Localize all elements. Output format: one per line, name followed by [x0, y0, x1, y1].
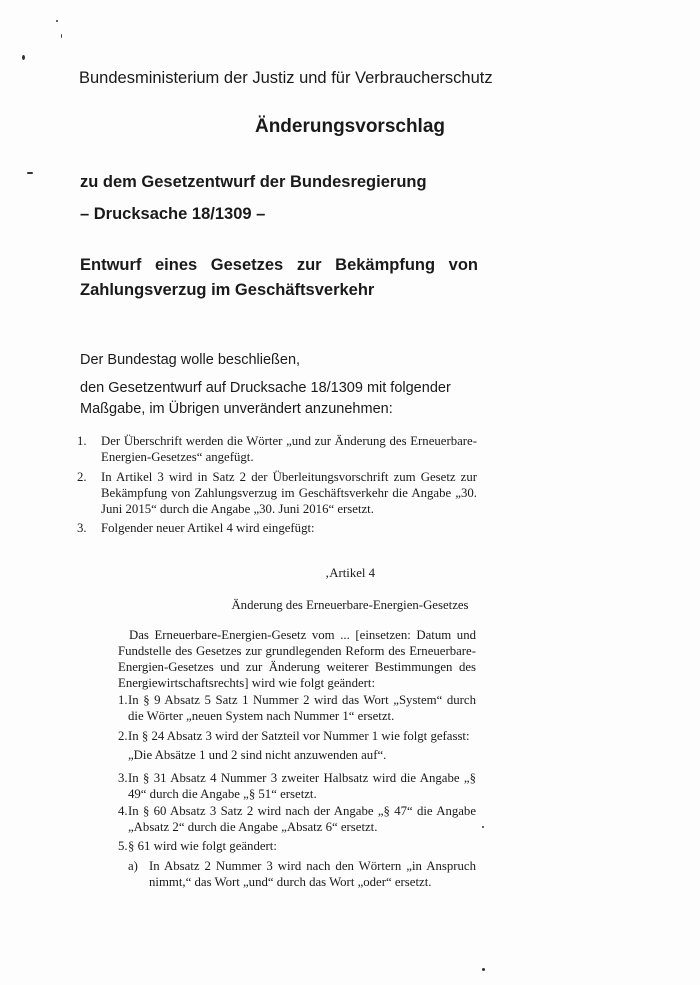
law-title: Entwurf eines Gesetzes zur Bekämpfung von Zahlungsverzug im Geschäftsverkehr [80, 256, 478, 299]
replacement-quote: „Die Absätze 1 und 2 sind nicht anzuwenden auf“. [128, 748, 387, 762]
resolution-intro: Der Bundestag wolle beschließen, [80, 352, 301, 368]
ministry-name: Bundesministerium der Justiz und für Verbraucherschutz [79, 69, 493, 87]
item-number: a) [128, 859, 138, 873]
item-number: 2. [118, 729, 128, 743]
item-number: 1. [118, 693, 128, 707]
item-text: In Absatz 2 Nummer 3 wird nach den Wörtern „in Anspruch nimmt,“ das Wort „und“ durch das Wort „oder“ ersetzt. [149, 859, 476, 889]
item-number: 3. [118, 771, 128, 785]
scan-speck [482, 826, 484, 828]
drucksache-number: – Drucksache 18/1309 – [80, 205, 266, 223]
item-text: In § 24 Absatz 3 wird der Satzteil vor Nummer 1 wie folgt gefasst: [128, 729, 470, 743]
scan-speck [482, 968, 485, 971]
scan-speck [56, 20, 58, 22]
item-text: In § 9 Absatz 5 Satz 1 Nummer 2 wird das Wort „System“ durch die Wörter „neuen System nach Nummer 1“ ersetzt. [128, 693, 476, 723]
article-subheading: Änderung des Erneuerbare-Energien-Gesetzes [231, 598, 469, 612]
item-number: 5. [118, 839, 128, 853]
article-intro: Das Erneuerbare-Energien-Gesetz vom ... [einsetzen: Datum und Fundstelle des Gesetzes zur grundlegenden Reform des Erneuerbare-Energien-Gesetzes und zur Änderung weiterer Bestimmungen des Energiewirtschaftsrechts] wird wie folgt geändert: [118, 628, 476, 690]
item-number: 1. [77, 434, 87, 448]
item-number: 3. [77, 521, 87, 535]
item-text: Der Überschrift werden die Wörter „und zur Änderung des Erneuerbare-Energien-Gesetzes“ angefügt. [101, 434, 477, 464]
item-text: Folgender neuer Artikel 4 wird eingefügt: [101, 521, 315, 535]
scan-speck [27, 172, 33, 174]
item-number: 4. [118, 804, 128, 818]
article-heading: ‚Artikel 4 [324, 566, 376, 580]
resolution-text: den Gesetzentwurf auf Drucksache 18/1309 mit folgender Maßgabe, im Übrigen unverändert anzunehmen: [80, 380, 451, 417]
item-text: In Artikel 3 wird in Satz 2 der Überleitungsvorschrift zum Gesetz zur Bekämpfung von Zahlungsverzug im Geschäftsverkehr die Angabe „30. Juni 2015“ durch die Angabe „30. Juni 2016“ ersetzt. [101, 470, 477, 516]
item-text: In § 31 Absatz 4 Nummer 3 zweiter Halbsatz wird die Angabe „§ 49“ durch die Angabe „§ 51“ ersetzt. [128, 771, 476, 801]
item-text: § 61 wird wie folgt geändert: [128, 839, 277, 853]
item-text: In § 60 Absatz 3 Satz 2 wird nach der Angabe „§ 47“ die Angabe „Absatz 2“ durch die Angabe „Absatz 6“ ersetzt. [128, 804, 476, 834]
item-number: 2. [77, 470, 87, 484]
document-subtitle: zu dem Gesetzentwurf der Bundesregierung [80, 173, 427, 191]
scan-speck [61, 34, 62, 38]
scan-speck [22, 55, 25, 60]
document-title: Änderungsvorschlag [254, 116, 446, 137]
